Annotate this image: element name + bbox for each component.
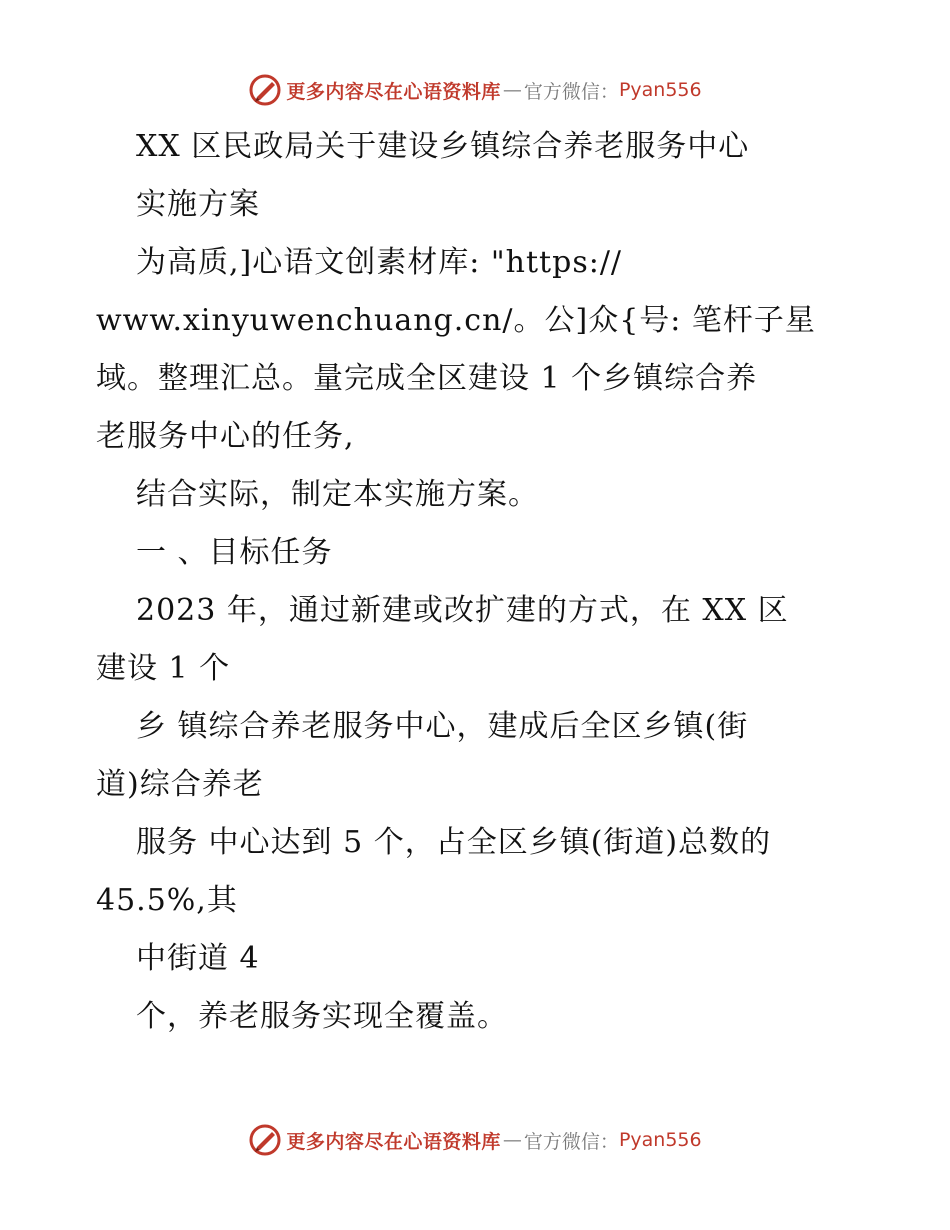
- doc-text-line: 中街道 4: [136, 941, 260, 976]
- pen-logo-icon: [248, 1123, 282, 1157]
- banner-wechat-label: 官方微信：: [523, 80, 619, 103]
- banner-title: 更多内容尽在心语资料库: [286, 80, 501, 103]
- doc-text-line: 道)综合养老: [96, 767, 264, 802]
- doc-text-line: 2023 年，通过新建或改扩建的方式，在 XX 区: [136, 593, 789, 628]
- pen-logo-icon: [248, 73, 282, 107]
- banner-wechat-label: 官方微信：: [523, 1130, 619, 1153]
- doc-title-line-1: XX 区民政局关于建设乡镇综合养老服务中心: [136, 129, 750, 164]
- banner-dash: —: [502, 79, 522, 101]
- doc-text-line: 乡 镇综合养老服务中心，建成后全区乡镇(街: [136, 709, 749, 744]
- doc-text-line: 服务 中心达到 5 个，占全区乡镇(街道)总数的: [136, 825, 772, 860]
- document-body: [96, 118, 856, 1046]
- banner-wechat-id: Pyan556: [618, 1129, 702, 1151]
- banner-dash: —: [502, 1129, 522, 1151]
- doc-text-line: 45.5%,其: [96, 883, 238, 918]
- doc-section-heading: 一 、目标任务: [136, 535, 333, 570]
- doc-title-line-2: 实施方案: [136, 187, 260, 222]
- doc-text-line: www.xinyuwenchuang.cn/。公]众{号: 笔杆子星: [96, 303, 816, 338]
- doc-text-line: 个，养老服务实现全覆盖。: [136, 999, 508, 1034]
- banner-title: 更多内容尽在心语资料库: [286, 1130, 501, 1153]
- footer-watermark-banner: [0, 1120, 950, 1160]
- header-watermark-banner: [0, 70, 950, 110]
- doc-text-line: 建设 1 个: [96, 651, 231, 686]
- banner-wechat-id: Pyan556: [618, 79, 702, 101]
- doc-text-line: 为高质,]心语文创素材库: "https://: [136, 245, 623, 280]
- doc-text-line: 老服务中心的任务,: [96, 419, 355, 454]
- doc-text-line: 域。整理汇总。量完成全区建设 1 个乡镇综合养: [96, 361, 758, 396]
- doc-text-line: 结合实际，制定本实施方案。: [136, 477, 539, 512]
